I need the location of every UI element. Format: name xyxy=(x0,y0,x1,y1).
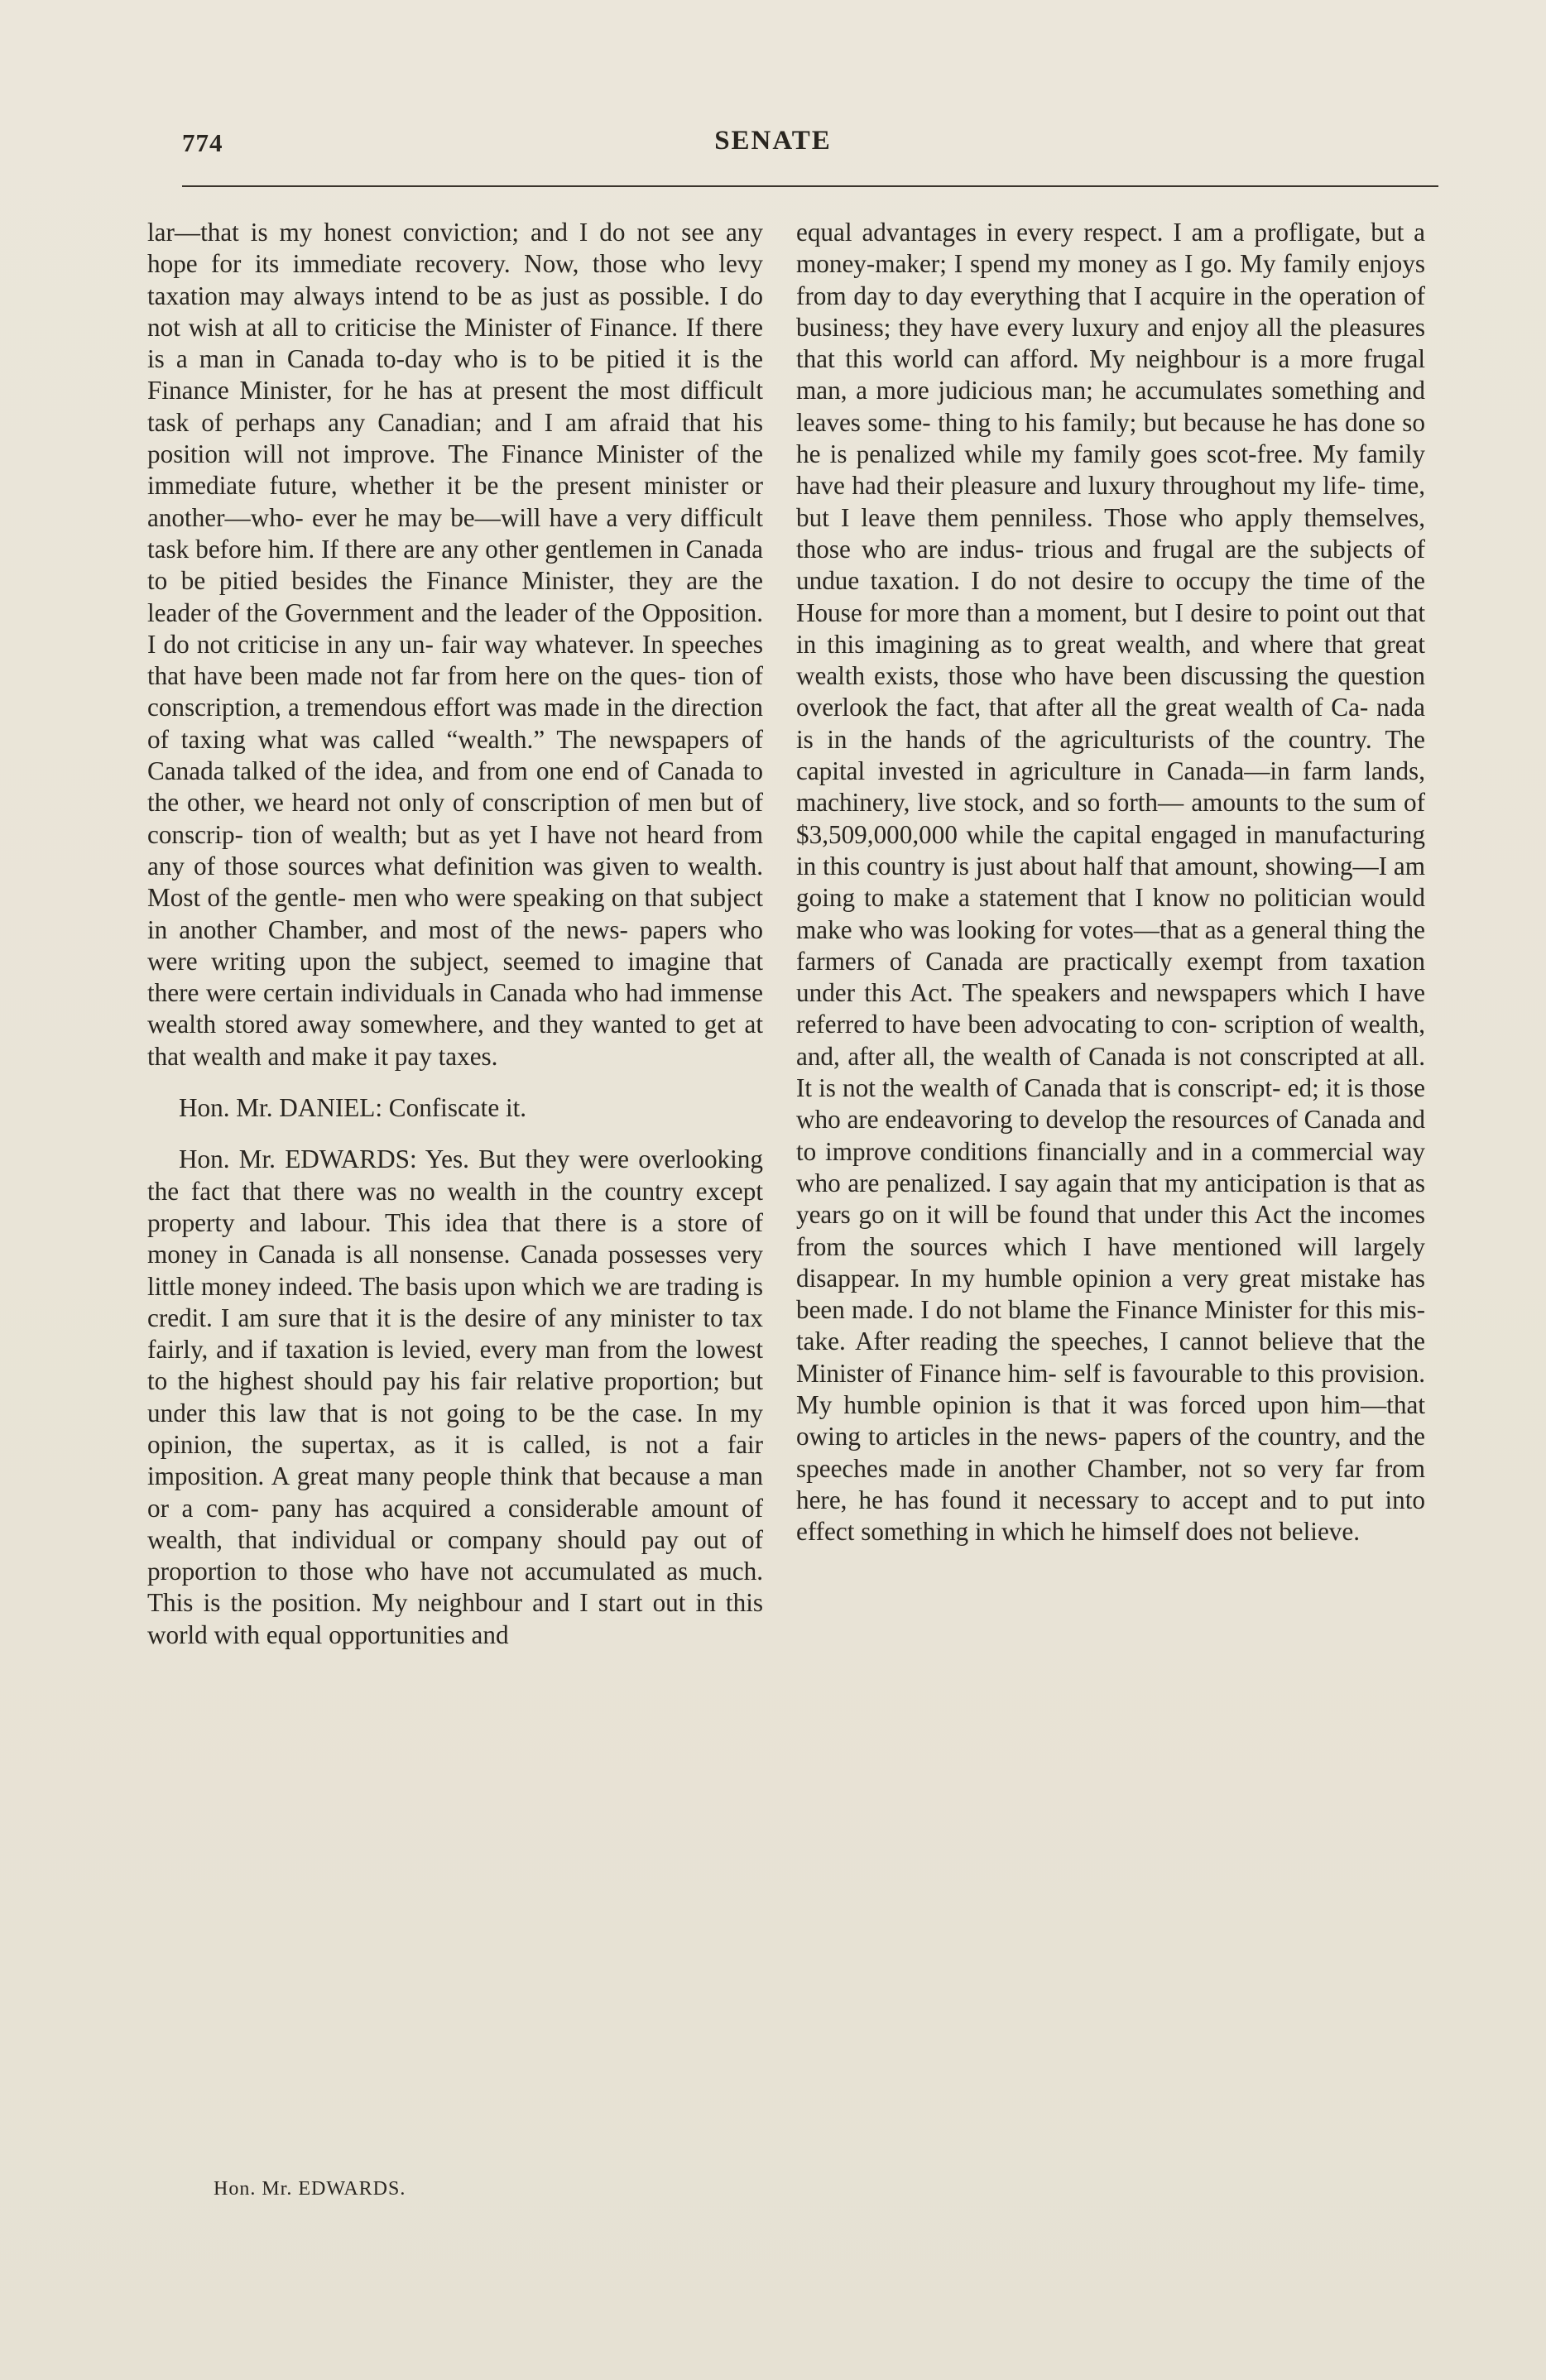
page-number: 774 xyxy=(182,128,223,157)
right-column xyxy=(796,217,1425,1547)
paragraph: Hon. Mr. EDWARDS: Yes. But they were overlooking the fact that there was no wealth in the country except property and labour. This idea that there is a store of money in Canada is all nonsense. Canada possesses very little money indeed. The basis upon which we are trading is credit. I am sure that it is the desire of any minister to tax fairly, and if taxation is levied, every man from the lowest to the highest should pay his fair relative proportion; but under this law that is not going to be the case. In my opinion, the supertax, as it is called, is not a fair imposition. A great many people think that because a man or a com- pany has acquired a considerable amount of wealth, that individual or company should pay out of proportion to those who have not accumulated as much. This is the position. My neighbour and I start out in this world with equal opportunities and xyxy=(147,1144,763,1649)
paragraph: equal advantages in every respect. I am a profligate, but a money-maker; I spend my money as I go. My family enjoys from day to day everything that I acquire in the operation of business; they have every luxury and enjoy all the pleasures that this world can afford. My neighbour is a more frugal man, a more judicious man; he accumulates something and leaves some- thing to his family; but because he has done so he is penalized while my family goes scot-free. My family have had their pleasure and luxury throughout my life- time, but I leave them penniless. Those who apply themselves, those who are indus- trious and frugal are the subjects of undue taxation. I do not desire to occupy the time of the House for more than a moment, but I desire to point out that in this imagining as to great wealth, and where that great wealth exists, those who have been discussing the question overlook the fact, that after all the great wealth of Ca- nada is in the hands of the agriculturists of the country. The capital invested in agriculture in Canada—in farm lands, machinery, live stock, and so forth— amounts to the sum of $3,509,000,000 while the capital engaged in manufacturing in this country is just about half that amount, showing—I am going to make a statement that I know no politician would make who was looking for votes—that as a general thing the farmers of Canada are practically exempt from taxation under this Act. The speakers and newspapers which I have referred to have been advocating to con- scription of wealth, and, after all, the wealth of Canada is not conscripted at all. It is not the wealth of Canada that is conscript- ed; it is those who are endeavoring to develop the resources of Canada and to improve conditions financially and in a commercial way who are penalized. I say again that my anticipation is that as years go on it will be found that under this Act the incomes from the sources which I have mentioned will largely disappear. In my humble opinion a very great mistake has been made. I do not blame the Finance Minister for this mis- take. After reading the speeches, I cannot believe that the Minister of Finance him- self is favourable to this provision. My humble opinion is that it was forced upon him—that owing to articles in the news- papers of the country, and the speeches made in another Chamber, not so very far from here, he has found it necessary to accept and to put into effect something in which he himself does not believe. xyxy=(796,218,1425,1547)
running-head: SENATE xyxy=(714,126,832,156)
paragraph: Hon. Mr. DANIEL: Confiscate it. xyxy=(179,1093,527,1123)
left-column xyxy=(147,217,763,1651)
footer-speaker-name: Hon. Mr. EDWARDS. xyxy=(214,2178,406,2200)
paragraph: lar—that is my honest conviction; and I do not see any hope for its immediate recovery. Now, those who levy taxation may always intend to be as just as possible. I do not wish at all to criticise the Minister of Finance. If there is a man in Canada to-day who is to be pitied it is the Finance Minister, for he has at present the most difficult task of perhaps any Canadian; and I am afraid that his position will not improve. The Finance Minister of the immediate future, whether it be the present minister or another—who- ever he may be—will have a very difficult task before him. If there are any other gentlemen in Canada to be pitied besides the Finance Minister, they are the leader of the Government and the leader of the Opposition. I do not criticise in any un- fair way whatever. In speeches that have been made not far from here on the ques- tion of conscription, a tremendous effort was made in the direction of taxing what was called “wealth.” The newspapers of Canada talked of the idea, and from one end of Canada to the other, we heard not only of conscription of men but of conscrip- tion of wealth; but as yet I have not heard from any of those sources what definition was given to wealth. Most of the gentle- men who were speaking on that subject in another Chamber, and most of the news- papers who were writing upon the subject, seemed to imagine that there were certain individuals in Canada who had immense wealth stored away somewhere, and they wanted to get at that wealth and make it pay taxes. xyxy=(147,218,763,1071)
header-rule xyxy=(182,185,1438,187)
